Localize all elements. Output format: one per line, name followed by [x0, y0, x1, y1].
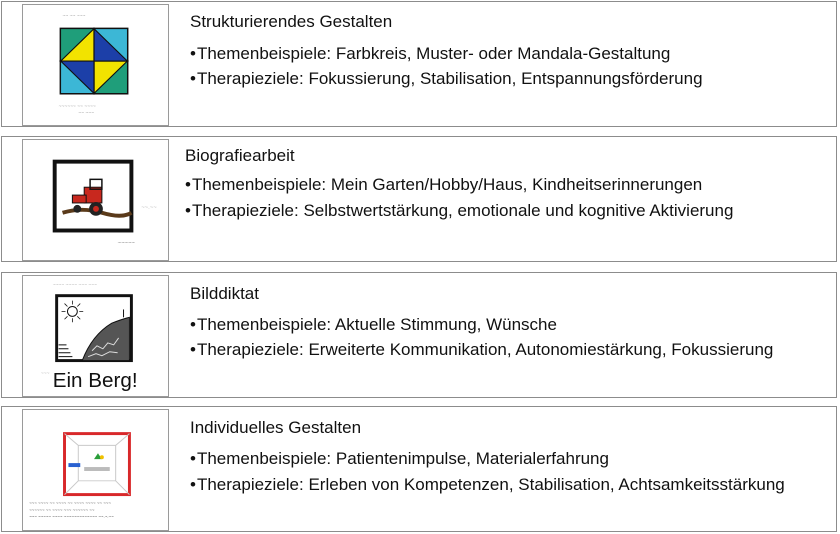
bullet: • — [185, 175, 191, 194]
theme-examples — [190, 44, 670, 64]
therapy-goals-text: Therapieziele: Erweiterte Kommunikation, Autonomiestärkung, Fokussierung — [196, 340, 774, 359]
bullet: • — [190, 449, 196, 468]
bullet: • — [190, 69, 196, 88]
svg-text:~~~~~~ ~~ ~~~~: ~~~~~~ ~~ ~~~~ — [58, 104, 96, 110]
therapy-goals — [190, 69, 703, 89]
mandala-image — [22, 4, 169, 126]
card-title: Individuelles Gestalten — [190, 418, 362, 437]
card-title: Biografiearbeit — [185, 146, 295, 165]
therapy-goals-text: Therapieziele: Erleben von Kompetenzen, Stabilisation, Achtsamkeitsstärkung — [196, 475, 785, 494]
svg-text:~~~~~~ ~~ ~~~~ ~~~ ~~~~~~ ~~: ~~~~~~ ~~ ~~~~ ~~~ ~~~~~~ ~~ — [29, 507, 95, 513]
bullet: • — [190, 475, 196, 494]
svg-text:~~ ~~ ~~~: ~~ ~~ ~~~ — [62, 13, 86, 19]
theme-examples-text: Themenbeispiele: Patientenimpulse, Materialerfahrung — [196, 449, 609, 468]
therapy-goals-text: Therapieziele: Selbstwertstärkung, emotionale und kognitive Aktivierung — [191, 201, 734, 220]
theme-examples — [190, 315, 557, 335]
room-image — [22, 409, 169, 531]
bullet: • — [185, 201, 191, 220]
svg-text:~~.~~: ~~.~~ — [141, 204, 157, 211]
theme-examples-text: Themenbeispiele: Mein Garten/Hobby/Haus, Kindheitserinnerungen — [191, 175, 703, 194]
mountain-drawing-icon — [23, 276, 168, 396]
svg-text:~~~ ~~~~ ~~ ~~~~ ~~ ~~~~ ~~~~: ~~~ ~~~~ ~~ ~~~~ ~~ ~~~~ ~~~~ ~~ ~~~ — [29, 500, 111, 506]
theme-examples-text: Themenbeispiele: Farbkreis, Muster- oder Mandala-Gestaltung — [196, 44, 671, 63]
card-title: Strukturierendes Gestalten — [190, 12, 393, 31]
therapy-goals — [185, 201, 733, 221]
image-caption: Ein Berg! — [52, 369, 138, 393]
card-title: Bilddiktat — [190, 284, 259, 303]
theme-examples-text: Themenbeispiele: Aktuelle Stimmung, Wünsche — [196, 315, 557, 334]
tractor-image — [22, 139, 169, 261]
svg-text:~~~~~: ~~~~~ — [117, 240, 135, 247]
theme-examples — [190, 449, 609, 469]
bullet: • — [190, 315, 196, 334]
card-strukturierendes-gestalten — [1, 1, 837, 127]
card-biografiearbeit — [1, 136, 837, 262]
bullet: • — [190, 340, 196, 359]
svg-text:~~~: ~~~ — [40, 371, 50, 377]
tractor-drawing-icon — [23, 140, 168, 260]
svg-text:~~~ ~~~~~ ~~~~ ~~~~~~~~~~~~~: ~~~ ~~~~~ ~~~~ ~~~~~~~~~~~~~ ~~.~.~~ — [29, 514, 114, 520]
card-individuelles-gestalten — [1, 406, 837, 532]
svg-text:~~ ~~~: ~~ ~~~ — [78, 111, 94, 117]
therapy-goals — [190, 340, 773, 360]
svg-text:~~~~ ~~~~ ~~~ ~~~: ~~~~ ~~~~ ~~~ ~~~ — [52, 282, 97, 288]
therapy-goals — [190, 475, 785, 495]
card-bilddiktat — [1, 272, 837, 398]
mountain-image — [22, 275, 169, 397]
room-drawing-icon — [23, 410, 168, 530]
geometric-mandala-drawing-icon — [23, 5, 168, 125]
theme-examples — [185, 175, 702, 195]
bullet: • — [190, 44, 196, 63]
therapy-goals-text: Therapieziele: Fokussierung, Stabilisation, Entspannungsförderung — [196, 69, 703, 88]
